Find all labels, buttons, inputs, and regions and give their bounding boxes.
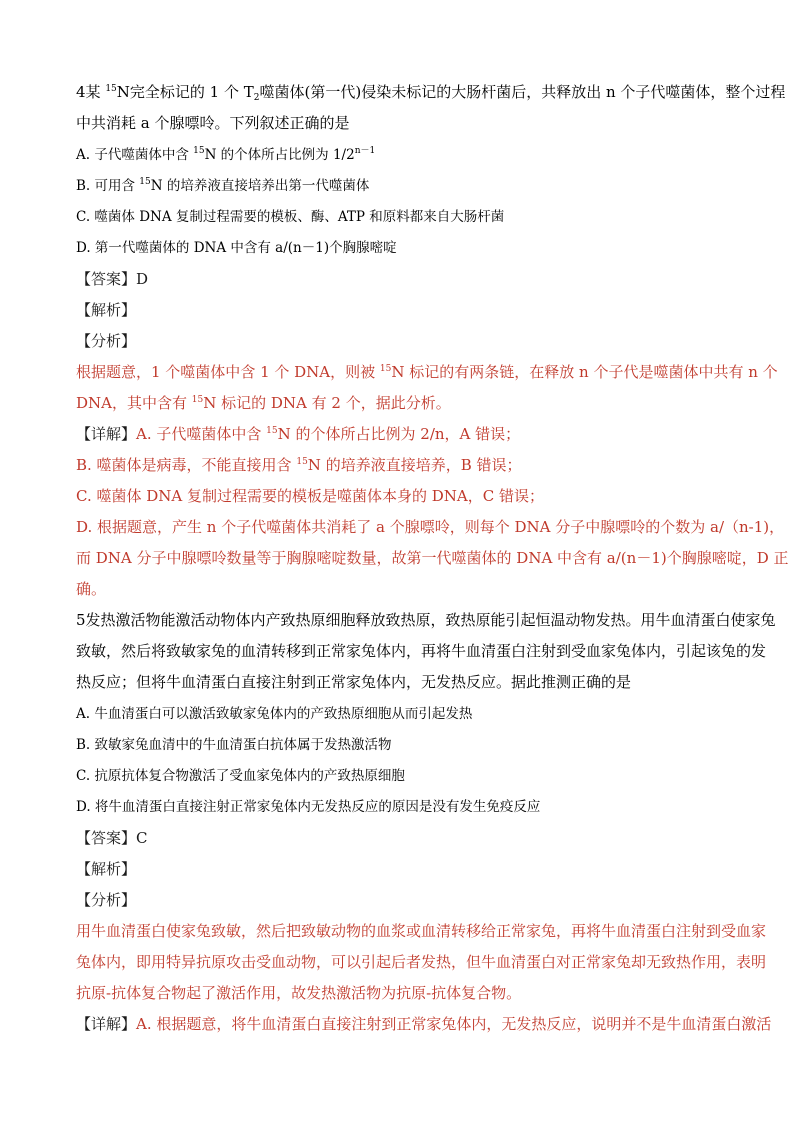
q4-option-c: C. 噬菌体 DNA 复制过程需要的模板、酶、ATP 和原料都来自大肠杆菌 bbox=[76, 209, 505, 225]
q5-analysis-line-1: 用牛血清蛋白使家兔致敏，然后把致敏动物的血浆或血清转移给正常家兔，再将牛血清蛋白注射到受血家 bbox=[76, 922, 767, 940]
q5-stem-line-2: 致敏，然后将致敏家兔的血清转移到正常家兔体内，再将牛血清蛋白注射到受血家兔体内，引起该兔的发 bbox=[76, 642, 767, 660]
q5-option-b: B. 致敏家兔血清中的牛血清蛋白抗体属于发热激活物 bbox=[76, 737, 392, 753]
q4-detail-line-6: 确。 bbox=[76, 580, 107, 598]
q4-stem-line-2: 中共消耗 a 个腺嘌呤。下列叙述正确的是 bbox=[76, 114, 350, 132]
q5-stem-line-3: 热反应；但将牛血清蛋白直接注射到正常家兔体内，无发热反应。据此推测正确的是 bbox=[76, 673, 632, 691]
q4-option-d: D. 第一代噬菌体的 DNA 中含有 a/(n－1)个胸腺嘧啶 bbox=[76, 240, 397, 256]
q5-analysis-line-3: 抗原-抗体复合物起了激活作用，故发热激活物为抗原-抗体复合物。 bbox=[76, 984, 522, 1002]
q4-jiexi-heading: 【解析】 bbox=[76, 301, 137, 319]
q5-jiexi-heading: 【解析】 bbox=[76, 860, 137, 878]
q5-option-d: D. 将牛血清蛋白直接注射正常家兔体内无发热反应的原因是没有发生免疫反应 bbox=[76, 799, 541, 815]
detail-tag: 【详解】 bbox=[76, 425, 137, 443]
q5-option-a: A. 牛血清蛋白可以激活致敏家兔体内的产致热原细胞从而引起发热 bbox=[76, 706, 473, 722]
q4-detail-line-4: D. 根据题意，产生 n 个子代噬菌体共消耗了 a 个腺嘌呤，则每个 DNA 分子中腺嘌呤的个数为 a/（n-1)， bbox=[76, 518, 785, 536]
q4-stem-line-1: 4某 $^{15}$N完全标记的 1 个 $T_2$噬菌体(第一代)侵染未标记的大肠杆菌后，共释放出 n 个子代噬菌体，整个过程 bbox=[76, 83, 786, 103]
q4-detail-line-1: 【详解】A. 子代噬菌体中含 $^{15}$N 的个体所占比例为 2/n，A 错误； bbox=[76, 425, 521, 443]
q5-stem-line-1: 5发热激活物能激活动物体内产致热原细胞释放致热原，致热原能引起恒温动物发热。用牛血清蛋白使家兔 bbox=[76, 611, 776, 629]
q4-fenxi-heading: 【分析】 bbox=[76, 332, 137, 350]
q4-detail-line-3: C. 噬菌体 DNA 复制过程需要的模板是噬菌体本身的 DNA，C 错误； bbox=[76, 487, 544, 505]
q4-option-b: B. 可用含 $^{15}$N 的培养液直接培养出第一代噬菌体 bbox=[76, 177, 370, 194]
q5-detail-line-1: 【详解】A. 根据题意，将牛血清蛋白直接注射到正常家兔体内，无发热反应，说明并不是牛血清蛋白激活 bbox=[76, 1015, 772, 1033]
detail-tag: 【详解】 bbox=[76, 1015, 137, 1033]
q4-analysis-line-2: DNA，其中含有 $^{15}$N 标记的 DNA 有 2 个，据此分析。 bbox=[76, 394, 451, 412]
q5-answer: 【答案】C bbox=[76, 829, 148, 847]
q5-analysis-line-2: 兔体内，即用特异抗原攻击受血动物，可以引起后者发热，但牛血清蛋白对正常家兔却无致热作用，表明 bbox=[76, 953, 767, 971]
q4-detail-line-5: 而 DNA 分子中腺嘌呤数量等于胸腺嘧啶数量，故第一代噬菌体的 DNA 中含有 a/(n－1)个胸腺嘧啶，D 正 bbox=[76, 549, 789, 567]
q4-answer: 【答案】D bbox=[76, 270, 149, 288]
q4-analysis-line-1: 根据题意，1 个噬菌体中含 1 个 DNA，则被 $^{15}$N 标记的有两条链，在释放 n 个子代是噬菌体中共有 n 个 bbox=[76, 363, 778, 381]
q5-fenxi-heading: 【分析】 bbox=[76, 891, 137, 909]
q4-detail-line-2: B. 噬菌体是病毒，不能直接用含 $^{15}$N 的培养液直接培养，B 错误； bbox=[76, 456, 522, 474]
q4-option-a: A. 子代噬菌体中含 $^{15}$N 的个体所占比例为 $1/2^{n-1}$ bbox=[76, 146, 376, 163]
q5-option-c: C. 抗原抗体复合物激活了受血家兔体内的产致热原细胞 bbox=[76, 768, 405, 784]
